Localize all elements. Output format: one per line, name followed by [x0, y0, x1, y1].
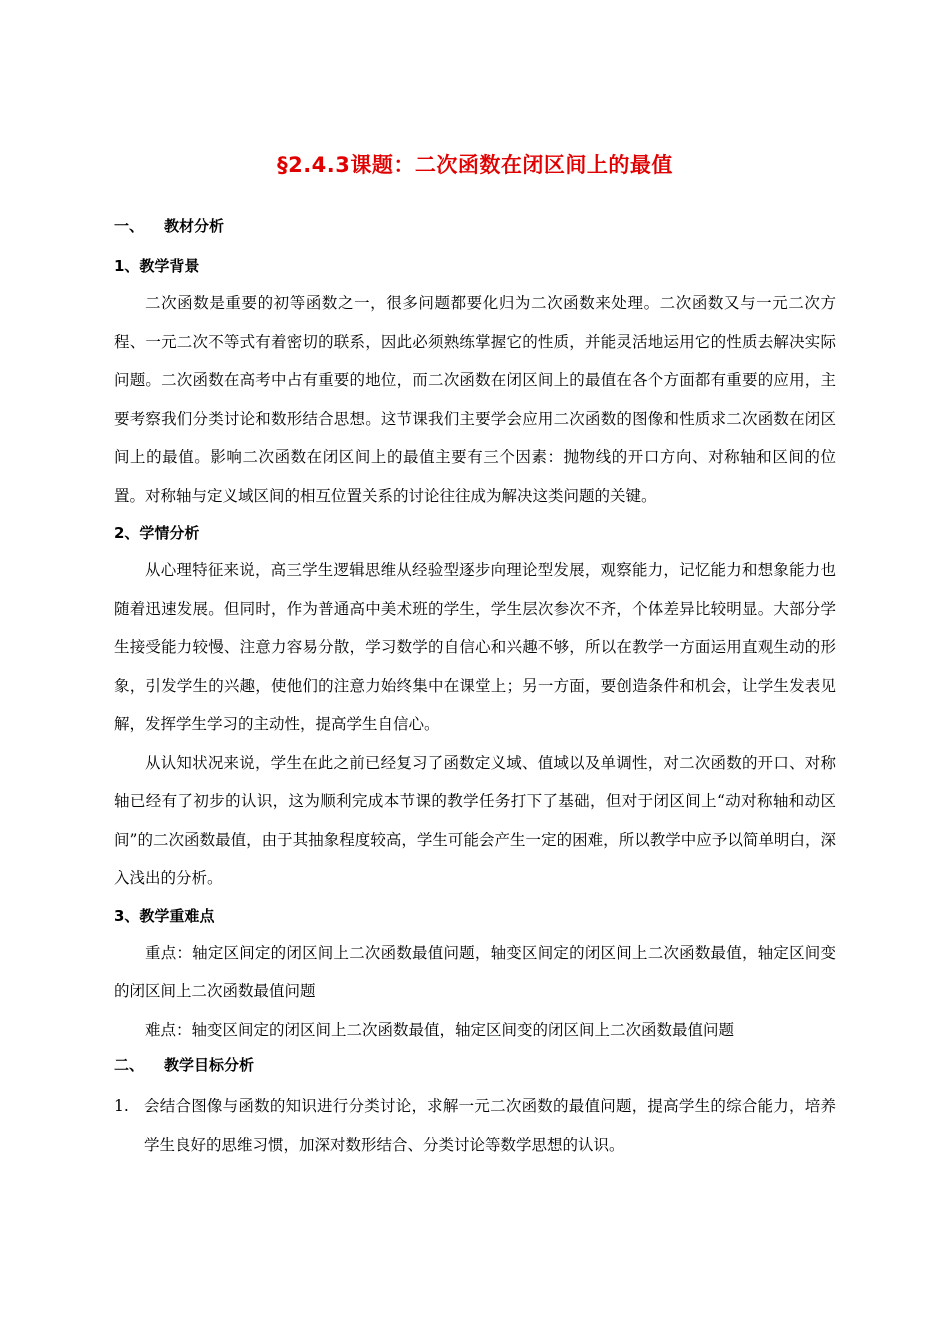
document-body: [114, 210, 836, 1164]
section-number: 二、: [114, 1056, 145, 1074]
section-title: 教学目标分析: [164, 1056, 255, 1074]
paragraph-psychology: 从心理特征来说，高三学生逻辑思维从经验型逐步向理论型发展，观察能力，记忆能力和想象能力也随着迅速发展。但同时，作为普通高中美术班的学生，学生层次参次不齐，个体差异比较明显。大部分学生接受能力较慢、注意力容易分散，学习数学的自信心和兴趣不够，所以在教学一方面运用直观生动的形象，引发学生的兴趣，使他们的注意力始终集中在课堂上；另一方面，要创造条件和机会，让学生发表见解，发挥学生学习的主动性，提高学生自信心。: [114, 561, 836, 733]
list-item: [114, 1087, 836, 1164]
page-title: §2.4.3课题：二次函数在闭区间上的最值: [277, 153, 673, 177]
paragraph-background: 二次函数是重要的初等函数之一，很多问题都要化归为二次函数来处理。二次函数又与一元二次方程、一元二次不等式有着密切的联系，因此必须熟练掌握它的性质，并能灵活地运用它的性质去解决实际问题。二次函数在高考中占有重要的地位，而二次函数在闭区间上的最值在各个方面都有重要的应用，主要考察我们分类讨论和数形结合思想。这节课我们主要学会应用二次函数的图像和性质求二次函数在闭区间上的最值。影响二次函数在闭区间上的最值主要有三个因素：抛物线的开口方向、对称轴和区间的位置。对称轴与定义域区间的相互位置关系的讨论往往成为解决这类问题的关键。: [114, 294, 836, 505]
list-item-text: 会结合图像与函数的知识进行分类讨论，求解一元二次函数的最值问题，提高学生的综合能力，培养学生良好的思维习惯，加深对数形结合、分类讨论等数学思想的认识。: [144, 1097, 836, 1154]
section-number: 一、: [114, 217, 145, 235]
subsection-heading-key-points: 3、教学重难点: [114, 906, 215, 925]
section-heading-textbook-analysis: [114, 210, 836, 248]
section-title: 教材分析: [164, 217, 225, 235]
section-heading-teaching-goals: [114, 1049, 836, 1087]
paragraph-key-points: 重点：轴定区间定的闭区间上二次函数最值问题，轴变区间定的闭区间上二次函数最值，轴定区间变的闭区间上二次函数最值问题: [114, 943, 836, 1000]
paragraph-difficult-points: 难点：轴变区间定的闭区间上二次函数最值，轴定区间变的闭区间上二次函数最值问题: [145, 1020, 735, 1039]
paragraph-cognition: 从认知状况来说，学生在此之前已经复习了函数定义域、值域以及单调性，对二次函数的开口、对称轴已经有了初步的认识，这为顺利完成本节课的教学任务打下了基础，但对于闭区间上“动对称轴和动区间”的二次函数最值，由于其抽象程度较高，学生可能会产生一定的困难，所以教学中应予以简单明白，深入浅出的分析。: [114, 753, 836, 887]
list-item-number: 1.: [114, 1097, 129, 1115]
subsection-heading-student-analysis: 2、学情分析: [114, 524, 200, 542]
subsection-heading-background: 1、教学背景: [114, 257, 200, 275]
